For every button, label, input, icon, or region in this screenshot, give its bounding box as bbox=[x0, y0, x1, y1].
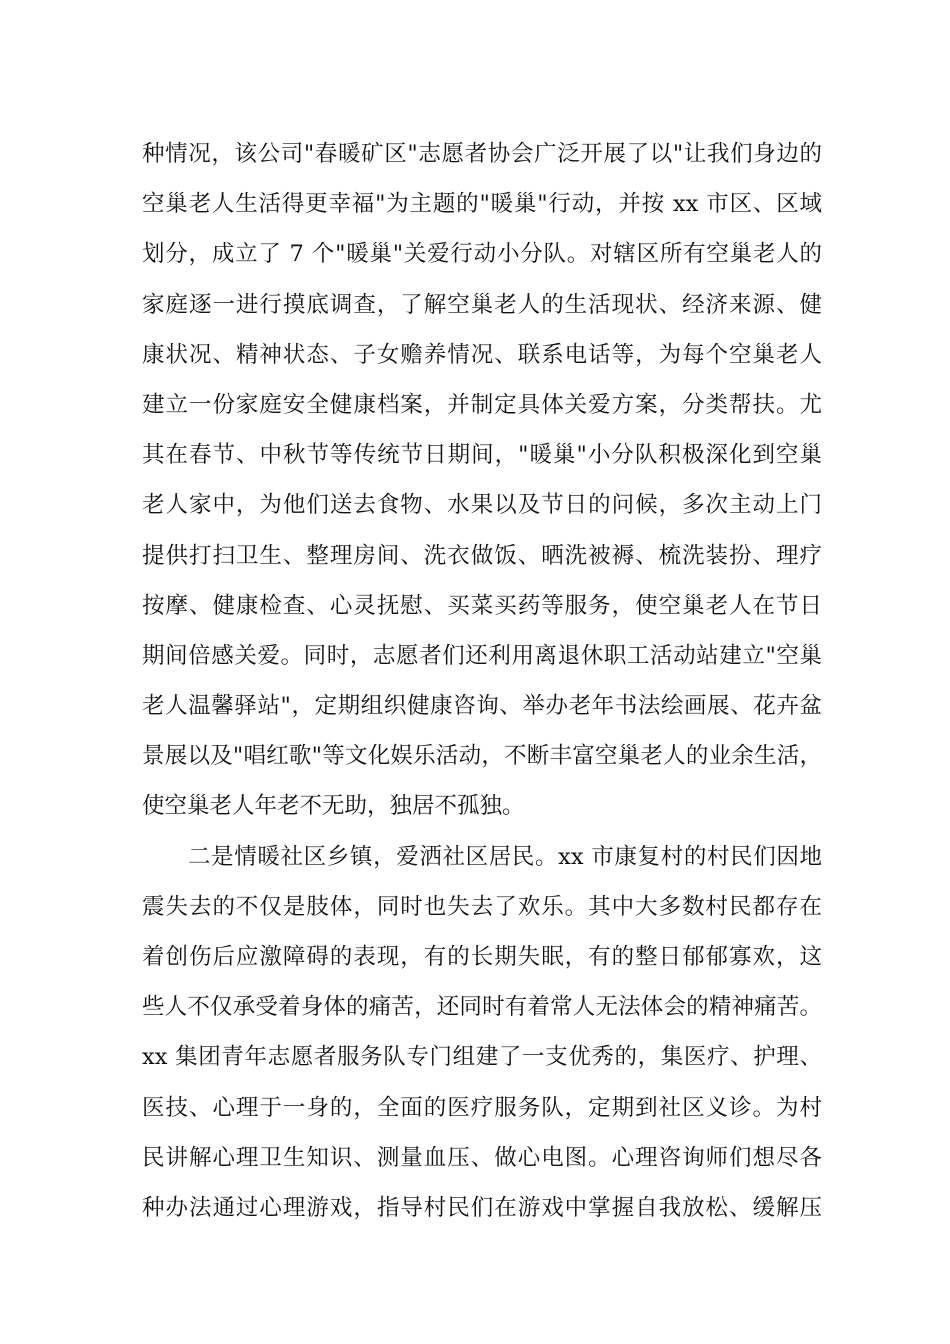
text-line: 空巢老人生活得更幸福"为主题的"暖巢"行动，并按 xx 市区、区域 bbox=[142, 191, 822, 218]
text-line: 景展以及"唱红歌"等文化娱乐活动，不断丰富空巢老人的业余生活， bbox=[142, 743, 822, 770]
text-line: 建立一份家庭安全健康档案，并制定具体关爱方案，分类帮扶。尤 bbox=[142, 391, 822, 418]
text-line: 着创伤后应激障碍的表现，有的长期失眠，有的整日郁郁寡欢，这 bbox=[142, 944, 822, 970]
text-line: 医技、心理于一身的，全面的医疗服务队，定期到社区义诊。为村 bbox=[142, 1094, 822, 1121]
text-line: 期间倍感关爱。同时，志愿者们还利用离退休职工活动站建立"空巢 bbox=[142, 642, 822, 669]
paragraph-end-line: 使空巢老人年老不无助，独居不孤独。 bbox=[142, 793, 525, 820]
text-line: 划分，成立了 7 个"暖巢"关爱行动小分队。对辖区所有空巢老人的 bbox=[142, 241, 822, 268]
text-line: 提供打扫卫生、整理房间、洗衣做饭、晒洗被褥、梳洗装扮、理疗 bbox=[142, 542, 822, 569]
text-line: 种情况，该公司"春暖矿区"志愿者协会广泛开展了以"让我们身边的 bbox=[142, 141, 822, 167]
text-line: 按摩、健康检查、心灵抚慰、买菜买药等服务，使空巢老人在节日 bbox=[142, 592, 822, 619]
text-line: 老人温馨驿站"，定期组织健康咨询、举办老年书法绘画展、花卉盆 bbox=[142, 693, 822, 720]
text-line: 其在春节、中秋节等传统节日期间，"暖巢"小分队积极深化到空巢 bbox=[142, 442, 822, 469]
text-line: 康状况、精神状态、子女赡养情况、联系电话等，为每个空巢老人 bbox=[142, 341, 822, 368]
paragraph-start-line: 二是情暖社区乡镇，爱洒社区居民。xx 市康复村的村民们因地 bbox=[188, 843, 822, 870]
text-line: xx 集团青年志愿者服务队专门组建了一支优秀的，集医疗、护理、 bbox=[142, 1044, 822, 1071]
text-line: 震失去的不仅是肢体，同时也失去了欢乐。其中大多数村民都存在 bbox=[142, 893, 822, 920]
text-line: 家庭逐一进行摸底调查，了解空巢老人的生活现状、经济来源、健 bbox=[142, 291, 822, 318]
document-body bbox=[142, 129, 822, 1233]
text-line: 老人家中，为他们送去食物、水果以及节日的问候，多次主动上门 bbox=[142, 492, 822, 519]
text-line: 种办法通过心理游戏，指导村民们在游戏中掌握自我放松、缓解压 bbox=[142, 1194, 822, 1221]
text-line: 些人不仅承受着身体的痛苦，还同时有着常人无法体会的精神痛苦。 bbox=[142, 994, 822, 1021]
text-line: 民讲解心理卫生知识、测量血压、做心电图。心理咨询师们想尽各 bbox=[142, 1144, 822, 1171]
